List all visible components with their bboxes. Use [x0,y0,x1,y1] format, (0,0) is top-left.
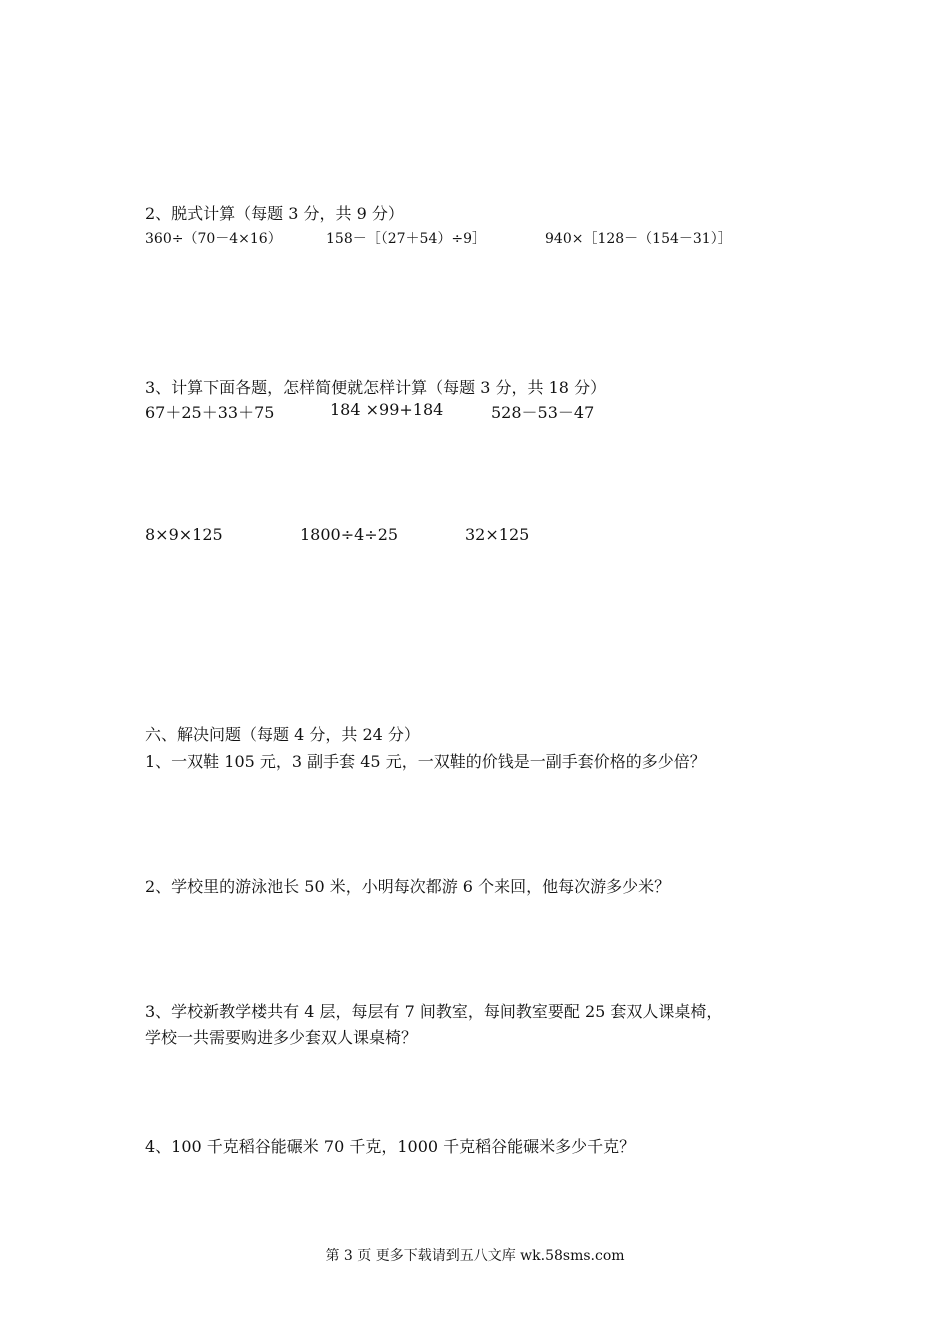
word-problem-3-line-1: 3、学校新教学楼共有 4 层，每层有 7 间教室，每间教室要配 25 套双人课桌椅， [145,1002,723,1021]
word-problem-2: 2、学校里的游泳池长 50 米，小明每次都游 6 个来回，他每次游多少米？ [145,877,671,896]
section-3-problem-1: 67＋25＋33＋75 [145,403,275,422]
word-problem-3-line-2: 学校一共需要购进多少套双人课桌椅？ [145,1028,418,1047]
word-problem-4: 4、100 千克稻谷能碾米 70 千克，1000 千克稻谷能碾米多少千克？ [145,1137,636,1156]
section-2-problem-2: 158－［（27＋54）÷9］ [326,231,486,247]
section-2-heading: 2、脱式计算（每题 3 分，共 9 分） [145,204,404,223]
page-footer: 第 3 页 更多下载请到五八文库 wk.58sms.com [325,1248,625,1264]
section-3-heading: 3、计算下面各题，怎样简便就怎样计算（每题 3 分，共 18 分） [145,378,607,397]
section-3-problem-4: 8×9×125 [145,525,223,544]
section-3-problem-5: 1800÷4÷25 [300,525,399,544]
word-problem-1: 1、一双鞋 105 元，3 副手套 45 元，一双鞋的价钱是一副手套价格的多少倍？ [145,752,706,771]
section-2-problem-1: 360÷（70－4×16） [145,231,282,247]
section-3-problem-6: 32×125 [465,525,530,544]
section-3-problem-2: 184 ×99+184 [330,400,444,419]
section-3-problem-3: 528－53－47 [491,403,595,422]
section-6-heading: 六、解决问题（每题 4 分，共 24 分） [145,725,420,744]
section-2-problem-3: 940×［128－（154－31）］ [545,231,732,247]
